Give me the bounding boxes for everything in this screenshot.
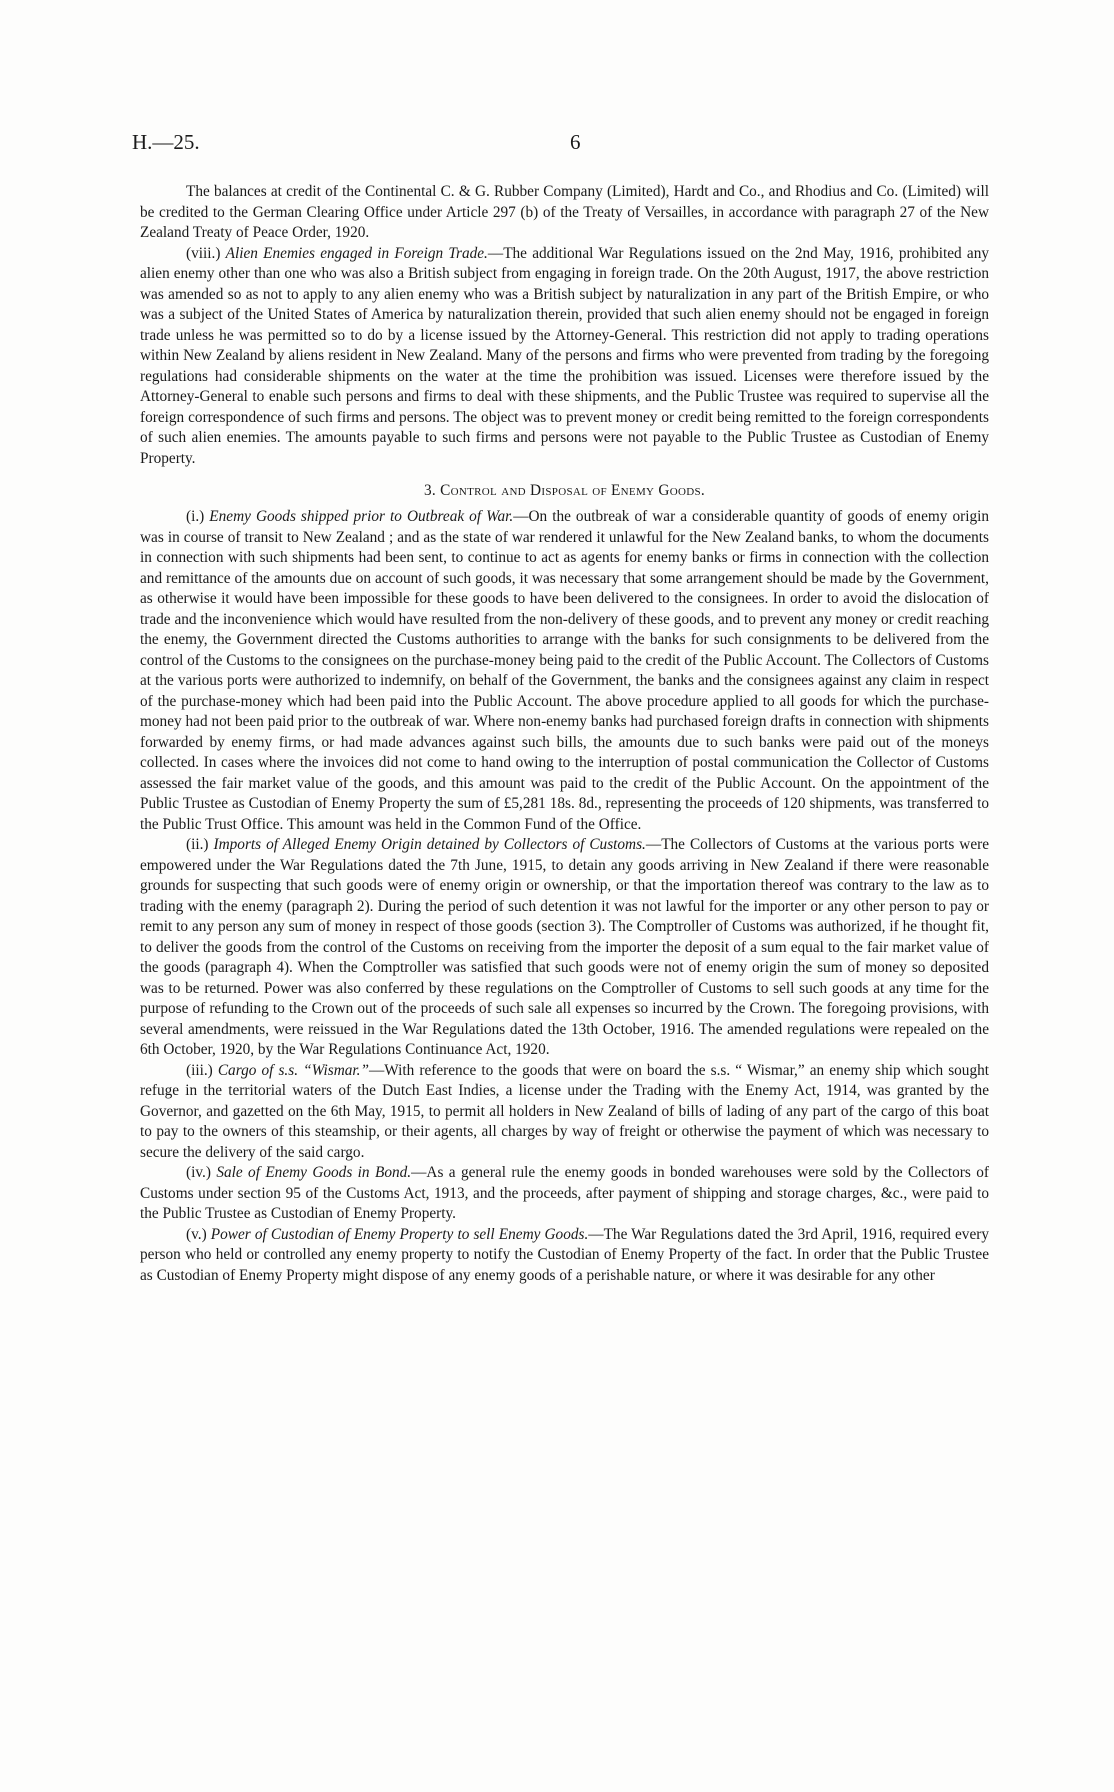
section-heading: 3. Control and Disposal of Enemy Goods.: [423, 482, 706, 499]
paragraph-power-of-custodian: [140, 1225, 989, 1287]
paragraph-number: (iii.): [186, 1061, 218, 1079]
paragraph-number: (viii.): [186, 244, 226, 262]
page-number: 6: [570, 130, 581, 154]
paragraph-cargo-wismar: [140, 1061, 989, 1164]
paragraph-body: —On the outbreak of war a considerable quantity of goods of enemy origin was in course of transit to New Zealand ; and as the state of war rendered it unlawful for the New Zealand banks, to whom the documents in connection with such shipments had been sent, to continue to act as agents for enemy banks or firms in connection with the collection and remittance of the amounts due on account of such goods, it was necessary that some arrangement should be made by the Government, as otherwise it would have been impossible for these goods to have been delivered to the consignees. In order to avoid the dislocation of trade and the inconvenience which would have resulted from the non-delivery of these goods, and to prevent any money or credit reaching the enemy, the Government directed the Customs authorities to arrange with the banks for such consignments to be delivered from the control of the Customs to the consignees on the purchase-money being paid to the credit of the Public Account. The Collectors of Customs at the various ports were authorized to indemnify, on behalf of the Government, the banks and the consignees against any claim in respect of the purchase-money which had been paid into the Public Account. The above procedure applied to all goods for which the purchase-money had not been paid prior to the outbreak of war. Where non-enemy banks had purchased foreign drafts in connection with shipments forwarded by enemy firms, or had made advances against such bills, the amounts due to such banks were paid out of the moneys collected. In cases where the invoices did not come to hand owing to the interruption of postal communication the Collector of Customs assessed the fair market value of the goods, and this amount was paid to the credit of the Public Account. On the appointment of the Public Trustee as Custodian of Enemy Property the sum of £5,281 18s. 8d., representing the proceeds of 120 shipments, was transferred to the Public Trust Office. This amount was held in the Common Fund of the Office.: [140, 508, 989, 833]
paragraph-alien-enemies-foreign-trade: [140, 244, 989, 470]
paragraph-balances: The balances at credit of the Continental C. & G. Rubber Company (Limited), Hardt and Co., and Rhodius and Co. (Limited) will be credited to the German Clearing Office under Article 297 (b) of the Treaty of Versailles, in accordance with paragraph 27 of the New Zealand Treaty of Peace Order, 1920.: [140, 183, 989, 241]
paragraph-body: —The Collectors of Customs at the various ports were empowered under the War Regulations dated the 7th June, 1915, to detain any goods arriving in New Zealand if there were reasonable grounds for suspecting that such goods were of enemy origin or ownership, or that the importation thereof was contrary to the law as to trading with the enemy (paragraph 2). During the period of such detention it was not lawful for the importer or any other person to pay or remit to any person any sum of money in respect of those goods (section 3). The Comptroller of Customs was authorized, if he thought fit, to deliver the goods from the control of the Customs on receiving from the importer the deposit of a sum equal to the fair market value of the goods (paragraph 4). When the Comptroller was satisfied that such goods were not of enemy origin the sum of money so deposited was to be returned. Power was also conferred by these regulations on the Comptroller of Customs to sell such goods at any time for the purpose of refunding to the Crown out of the proceeds of such sale all expenses so incurred by the Crown. The foregoing provisions, with several amendments, were reissued in the War Regulations dated the 13th October, 1916. The amended regulations were repealed on the 6th October, 1920, by the War Regulations Continuance Act, 1920.: [140, 836, 990, 1058]
paragraph-body: —As a general rule the enemy goods in bonded warehouses were sold by the Collectors of Customs under section 95 of the Customs Act, 1913, and the proceeds, after payment of shipping and storage charges, &c., were paid to the Public Trustee as Custodian of Enemy Property.: [140, 1164, 989, 1222]
page-header: [132, 130, 989, 166]
paragraph-title: Cargo of s.s. “Wismar.”: [217, 1061, 369, 1079]
paragraph-number: (ii.): [186, 836, 214, 853]
paragraph-title: Imports of Alleged Enemy Origin detained by Collectors of Customs.: [213, 836, 646, 853]
paragraph-title: Enemy Goods shipped prior to Outbreak of War.: [209, 508, 514, 525]
paragraph-number: (i.): [186, 508, 210, 525]
paragraph-number: (iv.): [186, 1164, 217, 1181]
paragraph-title: Sale of Enemy Goods in Bond.: [216, 1164, 412, 1181]
paragraph-body: —The additional War Regulations issued on the 2nd May, 1916, prohibited any alien enemy other than one who was also a British subject from engaging in foreign trade. On the 20th August, 1917, the above restriction was amended so as not to apply to any alien enemy who was a British subject by naturalization in any part of the British Empire, or who was a subject of the United States of America by naturalization therein, provided that such alien enemy should not be engaged in foreign trade unless he was permitted so to do by a license issued by the Attorney-General. This restriction did not apply to trading operations within New Zealand by aliens resident in New Zealand. Many of the persons and firms who were prevented from trading by the foregoing regulations had considerable shipments on the water at the time the prohibition was issued. Licenses were therefore issued by the Attorney-General to enable such persons and firms to deal with these shipments, and the Public Trustee was required to supervise all the foreign correspondence of such firms and persons. The object was to prevent money or credit being remitted to the foreign correspondents of such alien enemies. The amounts payable to such firms and persons were not payable to the Public Trustee as Custodian of Enemy Property.: [140, 244, 990, 467]
paragraph-imports-detained: [140, 835, 989, 1061]
paragraph-title: Power of Custodian of Enemy Property to sell Enemy Goods.: [210, 1225, 589, 1243]
paragraph-body: —The War Regulations dated the 3rd April, 1916, required every person who held or controlled any enemy property to notify the Custodian of Enemy Property of the fact. In order that the Public Trustee as Custodian of Enemy Property might dispose of any enemy goods of a perishable nature, or where it was desirable for any other: [140, 1225, 989, 1284]
paragraph-title: Alien Enemies engaged in Foreign Trade.: [225, 244, 488, 262]
paragraph-number: (v.): [186, 1225, 211, 1243]
paragraph-sale-in-bond: [140, 1163, 989, 1225]
paragraph-body: —With reference to the goods that were on board the s.s. “ Wismar,” an enemy ship which sought refuge in the territorial waters of the Dutch East Indies, a license under the Trading with the Enemy Act, 1914, was granted by the Governor, and gazetted on the 6th May, 1915, to permit all holders in New Zealand of bills of lading of any part of the cargo of this boat to pay to the owners of this steamship, or their agents, all charges by way of freight or otherwise the payment of which was necessary to secure the delivery of the said cargo.: [140, 1061, 989, 1161]
paragraph-enemy-goods-shipped: [140, 507, 989, 835]
document-reference: H.—25.: [132, 130, 200, 154]
